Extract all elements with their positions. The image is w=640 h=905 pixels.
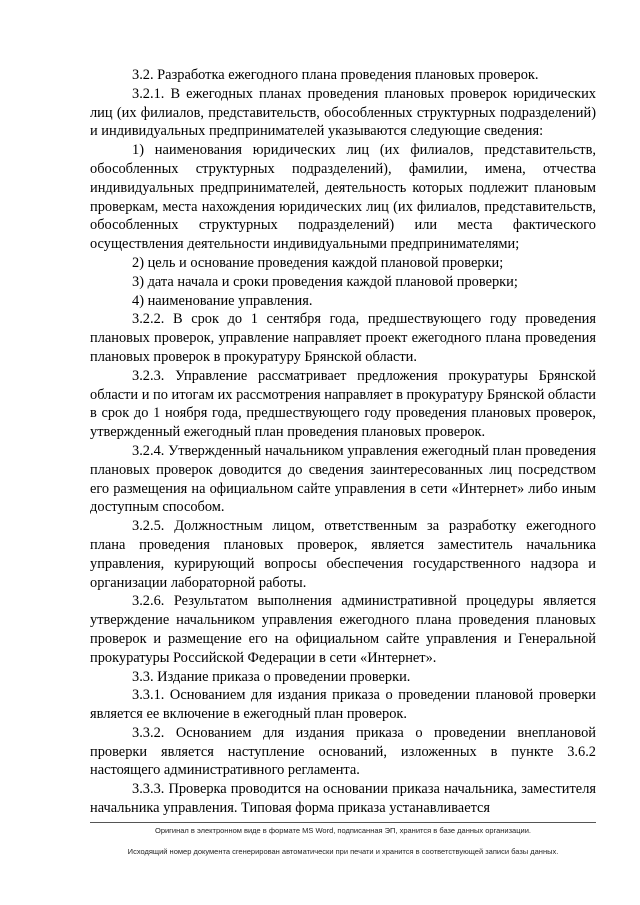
document-body bbox=[90, 66, 596, 818]
paragraph-3-3-2: 3.3.2. Основанием для издания приказа о проведении внеплановой проверки является наступление оснований, изложенных в пункте 3.6.2 настоящего административного регламента. bbox=[90, 724, 596, 779]
footer-divider bbox=[90, 822, 596, 823]
paragraph-3-3: 3.3. Издание приказа о проведении проверки. bbox=[132, 668, 411, 685]
paragraph-3-2-4: 3.2.4. Утвержденный начальником управления ежегодный план проведения плановых проверок доводится до сведения заинтересованных лиц посредством его размещения на официальном сайте управления в сети «Интернет» либо иным доступным способом. bbox=[90, 442, 596, 516]
footer-note-number: Исходящий номер документа сгенерирован автоматически при печати и хранится в соответствующей записи базы данных. bbox=[127, 847, 559, 856]
paragraph-3-2: 3.2. Разработка ежегодного плана проведения плановых проверок. bbox=[132, 67, 539, 83]
paragraph-3-2-1: 3.2.1. В ежегодных планах проведения плановых проверок юридических лиц (их филиалов, представительств, обособленных структурных подразделений) и индивидуальных предпринимателей указываются следующие сведения: bbox=[90, 85, 596, 140]
paragraph-3-3-3: 3.3.3. Проверка проводится на основании приказа начальника, заместителя начальника управления. Типовая форма приказа устанавливается bbox=[90, 781, 596, 817]
paragraph-3-3-1: 3.3.1. Основанием для издания приказа о проведении плановой проверки является ее включение в ежегодный план проверок. bbox=[90, 687, 596, 723]
paragraph-3-2-5: 3.2.5. Должностным лицом, ответственным за разработку ежегодного плана проведения плановых проверок, является заместитель начальника управления, курирующий вопросы обеспечения государственного надзора и организации лабораторной работы. bbox=[90, 518, 596, 591]
list-item-3: 3) дата начала и сроки проведения каждой плановой проверки; bbox=[132, 273, 518, 290]
list-item-2: 2) цель и основание проведения каждой плановой проверки; bbox=[132, 254, 504, 271]
footer-note-original: Оригинал в электронном виде в формате MS Word, подписанная ЭП, хранится в базе данных организации. bbox=[154, 826, 531, 835]
list-item-1: 1) наименования юридических лиц (их филиалов, представительств, обособленных структурных подразделений), фамилии, имена, отчества индивидуальных предпринимателей, деятельность которых подлежит плановым проверкам, места нахождения юридических лиц (их филиалов, представительств, обособленных структурных подразделений) или места фактического осуществления деятельности индивидуальными предпринимателями; bbox=[90, 142, 596, 253]
paragraph-3-2-3: 3.2.3. Управление рассматривает предложения прокуратуры Брянской области и по итогам их рассмотрения направляет в прокуратуру Брянской области в срок до 1 ноября года, предшествующего году проведения плановых проверок, утвержденный ежегодный план проведения плановых проверок. bbox=[90, 367, 596, 441]
list-item-4: 4) наименование управления. bbox=[132, 292, 313, 309]
paragraph-3-2-6: 3.2.6. Результатом выполнения административной процедуры является утверждение начальником управления ежегодного плана проведения плановых проверок и размещение его на официальном сайте управления и Генеральной прокуратуры Российской Федерации в сети «Интернет». bbox=[90, 593, 596, 666]
paragraph-3-2-2: 3.2.2. В срок до 1 сентября года, предшествующего году проведения плановых проверок, управление направляет проект ежегодного плана проведения плановых проверок в прокуратуру Брянской области. bbox=[90, 311, 596, 365]
